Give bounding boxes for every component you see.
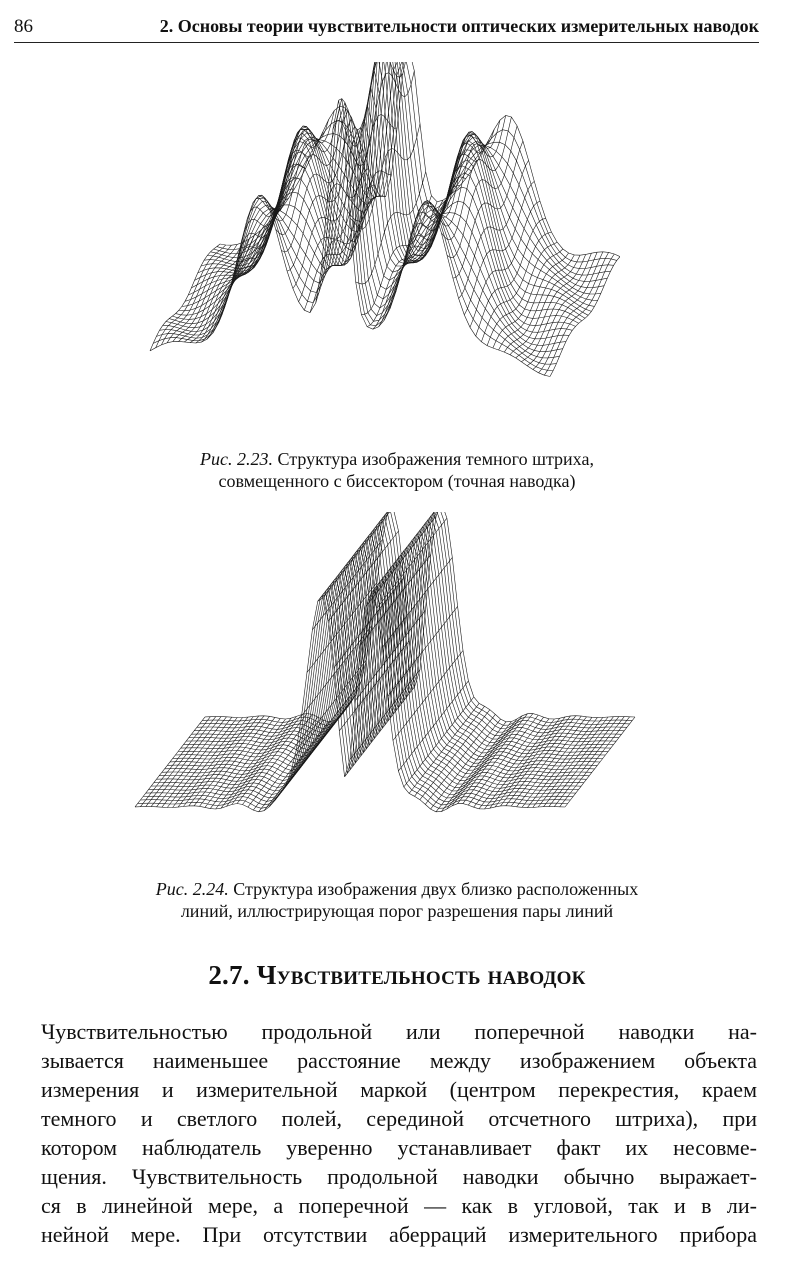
body-paragraph <box>41 1017 757 1249</box>
body-line: ся в линейной мере, а поперечной — как в угловой, так и в ли- <box>41 1193 757 1218</box>
mesh-line <box>170 548 600 767</box>
mesh-line <box>219 198 289 323</box>
mesh-line <box>154 568 584 787</box>
mesh-line <box>510 255 580 355</box>
mesh-line <box>184 530 614 749</box>
mesh-line <box>192 520 622 739</box>
mesh-line <box>204 62 604 288</box>
figure-2-23-surface-plot <box>140 62 620 442</box>
body-line: измерения и измерительной маркой (центром перекрестия, краем <box>41 1077 757 1102</box>
figure-2-23-mesh <box>140 62 620 442</box>
page-number: 86 <box>14 16 33 37</box>
mesh-line <box>157 565 587 784</box>
figure-2-23-caption-line2: совмещенного с биссектором (точная наводка) <box>218 471 576 491</box>
figure-2-24-caption-line1: Структура изображения двух близко расположенных <box>233 879 639 899</box>
mesh-line <box>373 200 443 329</box>
mesh-line <box>172 128 572 333</box>
mesh-line <box>178 537 608 756</box>
mesh-line <box>186 527 616 746</box>
body-line: зывается наименьшее расстояние между изображением объекта <box>41 1048 757 1073</box>
mesh-line <box>159 561 589 780</box>
mesh-line <box>194 516 624 735</box>
mesh-line <box>167 551 597 770</box>
mesh-line <box>181 534 611 753</box>
section-title: Чувствительность наводок <box>256 960 586 990</box>
figure-2-24-surface-plot <box>125 512 645 862</box>
mesh-line <box>162 558 592 777</box>
figure-2-23-caption <box>0 448 794 492</box>
section-number: 2.7. <box>208 960 250 990</box>
mesh-line <box>143 582 573 801</box>
mesh-line <box>367 202 437 327</box>
body-line: щения. Чувствительность продольной наводки обычно выражает- <box>41 1164 757 1189</box>
mesh-line <box>201 62 601 294</box>
figure-2-24-label: Рис. 2.24. <box>155 879 229 899</box>
mesh-line <box>165 554 595 773</box>
figure-2-23-caption-line1: Структура изображения темного штриха, <box>277 449 594 469</box>
body-line: темного и светлого полей, серединой отсчетного штриха), при <box>41 1106 757 1131</box>
mesh-line <box>189 523 619 742</box>
mesh-line <box>175 541 605 760</box>
mesh-line <box>550 257 620 377</box>
mesh-line <box>149 575 579 794</box>
figure-2-24-caption-line2: линий, иллюстрирующая порог разрешения пары линий <box>180 901 614 921</box>
body-line: Чувствительностью продольной или поперечной наводки на- <box>41 1019 757 1044</box>
mesh-line <box>487 242 557 346</box>
mesh-line <box>173 544 603 763</box>
mesh-line <box>220 62 620 257</box>
body-line: нейной мере. При отсутствии аберраций измерительного прибора <box>41 1222 757 1247</box>
page-header <box>14 14 759 43</box>
section-heading <box>0 960 794 991</box>
mesh-line <box>185 68 585 319</box>
figure-2-24-caption <box>0 878 794 922</box>
figure-2-23-label: Рис. 2.23. <box>200 449 274 469</box>
running-title: 2. Основы теории чувствительности оптических измерительных наводок <box>159 16 759 36</box>
mesh-line <box>151 572 581 791</box>
figure-2-24-mesh <box>125 512 645 862</box>
mesh-line <box>197 513 627 732</box>
mesh-line <box>146 579 576 798</box>
body-line: котором наблюдатель уверенно устанавливает факт их несовме- <box>41 1135 757 1160</box>
